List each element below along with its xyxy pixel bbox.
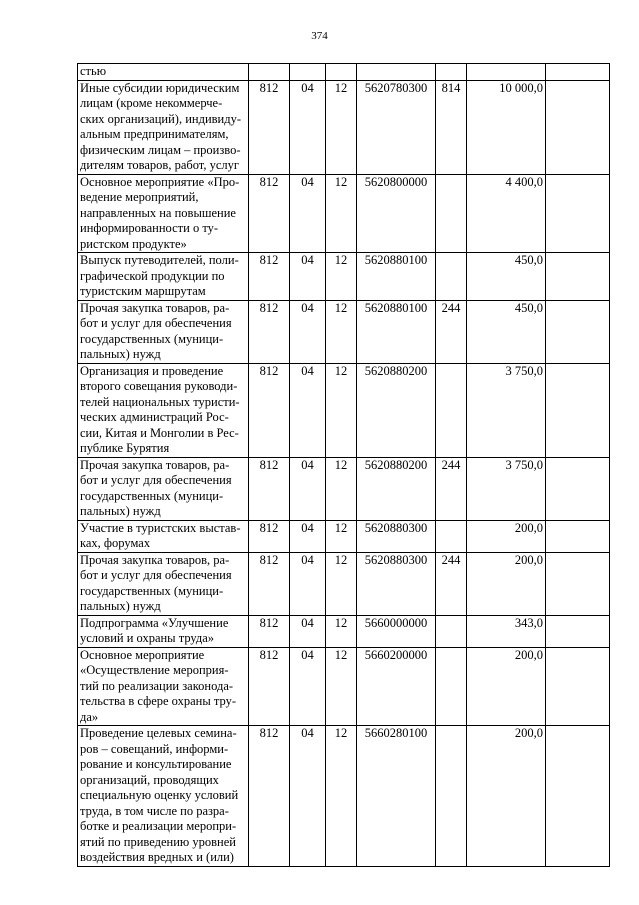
- cell-grbs: 812: [249, 726, 290, 867]
- cell-name: Иные субсидии юридическим лицам (кроме некоммерче- ских организаций), индивиду- альным предпринимателям, физическим лицам – произво- дителям товаров, работ, услуг: [78, 80, 249, 174]
- page-number: 374: [311, 30, 328, 42]
- cell-extra: [546, 64, 610, 81]
- cell-expense-type: [436, 363, 467, 457]
- cell-expense-type: [436, 726, 467, 867]
- cell-grbs: 812: [249, 615, 290, 647]
- table-row: [78, 363, 610, 457]
- cell-grbs: 812: [249, 552, 290, 615]
- table-row: [78, 520, 610, 552]
- cell-subsection: 12: [326, 520, 357, 552]
- cell-grbs: 812: [249, 647, 290, 726]
- cell-amount: 450,0: [467, 300, 546, 363]
- cell-subsection: 12: [326, 647, 357, 726]
- cell-name: Проведение целевых семина- ров – совещаний, информи- рование и консультирование организаций, проводящих специальную оценку условий труда, в том числе по разра- ботке и реализации меропри- ятий по приведению уровней воздействия вредных и (или): [78, 726, 249, 867]
- table-row: [78, 647, 610, 726]
- cell-section: 04: [290, 520, 326, 552]
- cell-target-article: 5620780300: [357, 80, 436, 174]
- table-row: [78, 552, 610, 615]
- cell-amount: 450,0: [467, 253, 546, 301]
- cell-target-article: [357, 64, 436, 81]
- cell-extra: [546, 647, 610, 726]
- cell-subsection: 12: [326, 253, 357, 301]
- cell-extra: [546, 552, 610, 615]
- table-row: [78, 615, 610, 647]
- cell-amount: 200,0: [467, 726, 546, 867]
- table-row: [78, 64, 610, 81]
- cell-grbs: 812: [249, 457, 290, 520]
- cell-amount: 200,0: [467, 520, 546, 552]
- cell-grbs: [249, 64, 290, 81]
- cell-name: Прочая закупка товаров, ра- бот и услуг для обеспечения государственных (муници- пальных) нужд: [78, 300, 249, 363]
- cell-expense-type: [436, 174, 467, 253]
- cell-expense-type: 244: [436, 552, 467, 615]
- cell-section: 04: [290, 615, 326, 647]
- cell-name: стью: [78, 64, 249, 81]
- cell-subsection: 12: [326, 457, 357, 520]
- table-body: [78, 64, 610, 867]
- cell-target-article: 5620880300: [357, 552, 436, 615]
- cell-subsection: 12: [326, 174, 357, 253]
- cell-grbs: 812: [249, 300, 290, 363]
- cell-section: 04: [290, 300, 326, 363]
- cell-grbs: 812: [249, 174, 290, 253]
- cell-target-article: 5660000000: [357, 615, 436, 647]
- cell-section: 04: [290, 80, 326, 174]
- cell-extra: [546, 726, 610, 867]
- cell-target-article: 5660200000: [357, 647, 436, 726]
- cell-amount: [467, 64, 546, 81]
- cell-name: Прочая закупка товаров, ра- бот и услуг для обеспечения государственных (муници- пальных) нужд: [78, 457, 249, 520]
- cell-extra: [546, 80, 610, 174]
- cell-section: 04: [290, 174, 326, 253]
- cell-expense-type: [436, 64, 467, 81]
- cell-target-article: 5660280100: [357, 726, 436, 867]
- cell-subsection: 12: [326, 80, 357, 174]
- cell-amount: 200,0: [467, 647, 546, 726]
- cell-grbs: 812: [249, 80, 290, 174]
- cell-name: Организация и проведение второго совещания руководи- телей национальных туристи- ческих администраций Рос- сии, Китая и Монголии в Рес- публике Бурятия: [78, 363, 249, 457]
- cell-extra: [546, 253, 610, 301]
- cell-target-article: 5620880100: [357, 300, 436, 363]
- cell-extra: [546, 520, 610, 552]
- cell-section: 04: [290, 552, 326, 615]
- table-row: [78, 457, 610, 520]
- cell-extra: [546, 615, 610, 647]
- cell-amount: 3 750,0: [467, 363, 546, 457]
- table-row: [78, 80, 610, 174]
- cell-name: Основное мероприятие «Про- ведение мероприятий, направленных на повышение информированности о ту- ристском продукте»: [78, 174, 249, 253]
- cell-target-article: 5620880100: [357, 253, 436, 301]
- cell-extra: [546, 174, 610, 253]
- cell-name: Подпрограмма «Улучшение условий и охраны труда»: [78, 615, 249, 647]
- table-row: [78, 174, 610, 253]
- cell-extra: [546, 457, 610, 520]
- cell-expense-type: [436, 615, 467, 647]
- cell-name: Участие в туристских выстав- ках, форумах: [78, 520, 249, 552]
- cell-section: [290, 64, 326, 81]
- cell-subsection: 12: [326, 363, 357, 457]
- cell-subsection: [326, 64, 357, 81]
- cell-section: 04: [290, 363, 326, 457]
- cell-grbs: 812: [249, 363, 290, 457]
- cell-amount: 200,0: [467, 552, 546, 615]
- table-row: [78, 300, 610, 363]
- cell-subsection: 12: [326, 615, 357, 647]
- cell-name: Основное мероприятие «Осуществление мероприя- тий по реализации законода- тельства в сфере охраны тру- да»: [78, 647, 249, 726]
- cell-target-article: 5620880200: [357, 363, 436, 457]
- cell-amount: 4 400,0: [467, 174, 546, 253]
- cell-subsection: 12: [326, 726, 357, 867]
- cell-expense-type: [436, 253, 467, 301]
- cell-extra: [546, 363, 610, 457]
- cell-expense-type: 244: [436, 300, 467, 363]
- cell-expense-type: [436, 647, 467, 726]
- budget-table: [77, 63, 610, 867]
- cell-expense-type: 244: [436, 457, 467, 520]
- cell-subsection: 12: [326, 552, 357, 615]
- cell-section: 04: [290, 253, 326, 301]
- cell-amount: 3 750,0: [467, 457, 546, 520]
- cell-expense-type: 814: [436, 80, 467, 174]
- cell-target-article: 5620880200: [357, 457, 436, 520]
- cell-section: 04: [290, 647, 326, 726]
- cell-name: Выпуск путеводителей, поли- графической продукции по туристским маршрутам: [78, 253, 249, 301]
- cell-target-article: 5620800000: [357, 174, 436, 253]
- cell-target-article: 5620880300: [357, 520, 436, 552]
- cell-amount: 343,0: [467, 615, 546, 647]
- cell-expense-type: [436, 520, 467, 552]
- table-row: [78, 253, 610, 301]
- cell-grbs: 812: [249, 253, 290, 301]
- cell-section: 04: [290, 726, 326, 867]
- cell-extra: [546, 300, 610, 363]
- cell-grbs: 812: [249, 520, 290, 552]
- cell-amount: 10 000,0: [467, 80, 546, 174]
- cell-subsection: 12: [326, 300, 357, 363]
- cell-section: 04: [290, 457, 326, 520]
- cell-name: Прочая закупка товаров, ра- бот и услуг для обеспечения государственных (муници- пальных) нужд: [78, 552, 249, 615]
- table-row: [78, 726, 610, 867]
